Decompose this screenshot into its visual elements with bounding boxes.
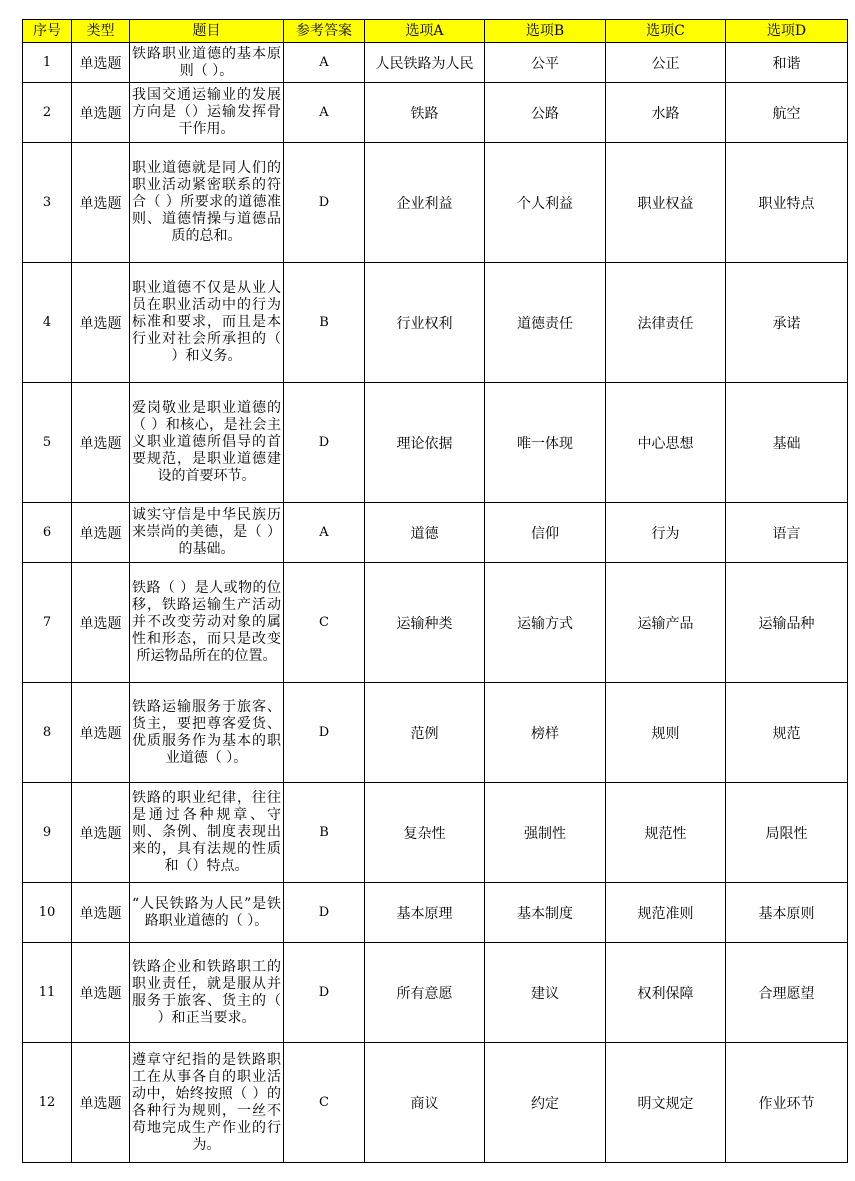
row-answer: D [284,883,365,943]
row-type: 单选题 [72,883,130,943]
row-index: 12 [23,1043,72,1163]
row-option-d: 和谐 [726,43,848,83]
row-answer: D [284,683,365,783]
header-answer: 参考答案 [284,20,365,43]
row-answer: A [284,503,365,563]
row-option-a: 所有意愿 [365,943,485,1043]
row-type: 单选题 [72,1043,130,1163]
row-index: 2 [23,83,72,143]
row-index: 5 [23,383,72,503]
row-option-d: 基础 [726,383,848,503]
row-option-d: 规范 [726,683,848,783]
row-option-c: 行为 [606,503,726,563]
table-row [23,83,848,143]
table-row [23,43,848,83]
table-row [23,943,848,1043]
row-option-b: 公路 [485,83,606,143]
row-answer: B [284,783,365,883]
row-type: 单选题 [72,143,130,263]
row-option-b: 信仰 [485,503,606,563]
table-row [23,263,848,383]
question-table [22,19,848,1163]
row-index: 8 [23,683,72,783]
row-option-c: 法律责任 [606,263,726,383]
row-option-b: 榜样 [485,683,606,783]
table-row [23,783,848,883]
row-question: 铁路职业道德的基本原则（ ）。 [130,43,284,83]
header-option-b: 选项B [485,20,606,43]
row-option-c: 职业权益 [606,143,726,263]
table-row [23,883,848,943]
row-question: 我国交通运输业的发展方向是（）运输发挥骨干作用。 [130,83,284,143]
header-type: 类型 [72,20,130,43]
row-option-b: 建议 [485,943,606,1043]
table-row [23,683,848,783]
row-option-d: 职业特点 [726,143,848,263]
row-option-a: 复杂性 [365,783,485,883]
row-answer: D [284,943,365,1043]
row-type: 单选题 [72,503,130,563]
row-question: 铁路（ ）是人或物的位移，铁路运输生产活动并不改变劳动对象的属性和形态，而只是改变所运物品所在的位置。 [130,563,284,683]
row-option-a: 基本原理 [365,883,485,943]
row-option-c: 权利保障 [606,943,726,1043]
row-type: 单选题 [72,43,130,83]
row-question: 铁路企业和铁路职工的职业责任，就是服从并服务于旅客、货主的（ ）和正当要求。 [130,943,284,1043]
row-index: 9 [23,783,72,883]
row-option-d: 作业环节 [726,1043,848,1163]
row-option-c: 中心思想 [606,383,726,503]
header-option-c: 选项C [606,20,726,43]
row-option-b: 道德责任 [485,263,606,383]
header-question: 题目 [130,20,284,43]
row-option-c: 明文规定 [606,1043,726,1163]
row-option-c: 水路 [606,83,726,143]
row-option-d: 航空 [726,83,848,143]
row-answer: D [284,383,365,503]
row-option-a: 铁路 [365,83,485,143]
row-question: 铁路运输服务于旅客、货主，要把尊客爱货、优质服务作为基本的职业道德（ ）。 [130,683,284,783]
row-index: 11 [23,943,72,1043]
row-question: 职业道德就是同人们的职业活动紧密联系的符合（ ）所要求的道德准则、道德情操与道德品质的总和。 [130,143,284,263]
row-type: 单选题 [72,943,130,1043]
row-index: 7 [23,563,72,683]
row-question: 遵章守纪指的是铁路职工在从事各自的职业活动中，始终按照（ ）的各种行为规则，一丝不苟地完成生产作业的行为。 [130,1043,284,1163]
row-option-a: 运输种类 [365,563,485,683]
row-type: 单选题 [72,783,130,883]
row-option-b: 运输方式 [485,563,606,683]
row-type: 单选题 [72,263,130,383]
header-row [23,20,848,43]
row-option-a: 人民铁路为人民 [365,43,485,83]
row-index: 1 [23,43,72,83]
row-question: 职业道德不仅是从业人员在职业活动中的行为标准和要求，而且是本行业对社会所承担的（ ）和义务。 [130,263,284,383]
row-option-c: 公正 [606,43,726,83]
row-option-b: 约定 [485,1043,606,1163]
row-question: “人民铁路为人民”是铁路职业道德的（ ）。 [130,883,284,943]
row-answer: B [284,263,365,383]
row-option-c: 运输产品 [606,563,726,683]
row-option-d: 合理愿望 [726,943,848,1043]
row-option-a: 行业权利 [365,263,485,383]
row-type: 单选题 [72,683,130,783]
table-row [23,1043,848,1163]
row-option-c: 规范性 [606,783,726,883]
row-option-b: 唯一体现 [485,383,606,503]
row-option-b: 公平 [485,43,606,83]
row-option-a: 商议 [365,1043,485,1163]
row-option-a: 范例 [365,683,485,783]
row-question: 爱岗敬业是职业道德的（ ）和核心，是社会主义职业道德所倡导的首要规范，是职业道德建设的首要环节。 [130,383,284,503]
row-option-c: 规则 [606,683,726,783]
row-option-c: 规范准则 [606,883,726,943]
row-option-a: 道德 [365,503,485,563]
row-question: 诚实守信是中华民族历来崇尚的美德，是（ ）的基础。 [130,503,284,563]
row-index: 10 [23,883,72,943]
row-option-b: 个人利益 [485,143,606,263]
row-answer: A [284,83,365,143]
header-index: 序号 [23,20,72,43]
row-option-d: 基本原则 [726,883,848,943]
row-type: 单选题 [72,83,130,143]
row-index: 4 [23,263,72,383]
row-option-b: 基本制度 [485,883,606,943]
table-row [23,563,848,683]
row-option-d: 语言 [726,503,848,563]
row-index: 3 [23,143,72,263]
row-option-a: 理论依据 [365,383,485,503]
row-type: 单选题 [72,383,130,503]
row-option-d: 承诺 [726,263,848,383]
header-option-d: 选项D [726,20,848,43]
row-answer: D [284,143,365,263]
table-row [23,503,848,563]
row-answer: C [284,1043,365,1163]
row-type: 单选题 [72,563,130,683]
row-option-d: 局限性 [726,783,848,883]
row-option-a: 企业利益 [365,143,485,263]
table-row [23,143,848,263]
row-index: 6 [23,503,72,563]
row-answer: A [284,43,365,83]
row-option-b: 强制性 [485,783,606,883]
header-option-a: 选项A [365,20,485,43]
table-row [23,383,848,503]
row-option-d: 运输品种 [726,563,848,683]
row-question: 铁路的职业纪律，往往是通过各种规章、守则、条例、制度表现出来的，具有法规的性质和（）特点。 [130,783,284,883]
row-answer: C [284,563,365,683]
